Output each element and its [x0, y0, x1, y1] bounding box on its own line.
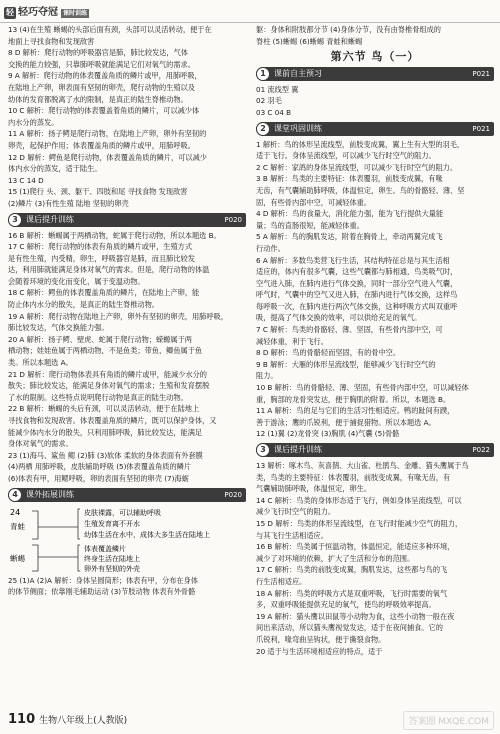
q25-block — [8, 575, 246, 598]
answer-line: 无齿，有气囊辅助肺呼吸，体温恒定，卵生。鸟的骨骼轻、薄、坚 — [256, 185, 465, 195]
answer-line: 11 A 解析：鸟的足与它们的生活习性相适应。鸭的趾间有蹼， — [256, 406, 455, 416]
header — [0, 0, 500, 23]
answer-line: 呼气时，气囊中的空气又进入肺，在肺内进行气体交换，这样鸟 — [256, 290, 458, 300]
section-number: 2 — [256, 122, 270, 136]
answer-line: 幼体的发育都脱离了水的限制，是真正的陆生脊椎动物。 — [8, 94, 188, 104]
section-number: 1 — [256, 67, 270, 81]
answer-line: 在陆地上产卵，卵表面有坚韧的卵壳，爬行动物的生殖以及 — [8, 82, 195, 92]
answer-line: 爪锐利，喙弯曲呈钩状，便于撕裂食物。 — [256, 634, 386, 644]
answer-line: 1 解析：鸟的体形呈流线型，前肢变成翼，翼上生有大型的羽毛， — [256, 139, 465, 149]
section-bar-title: 课后提升训练 — [274, 445, 322, 454]
answer-line: 14 C 解析：鸟类的身体形态适于飞行，例如身体呈流线型，可以 — [256, 495, 462, 505]
answer-line: 9 B 解析：大雁的体形呈流线型，能够减少飞行时空气的 — [256, 359, 436, 369]
answer-line: 25 (1)A (2)A 解析：身体呈圆筒形；体表有甲，分布在身体 — [8, 575, 198, 585]
left-intro-block — [8, 24, 246, 210]
q24-lizard-sub-bracket — [78, 545, 80, 571]
section-bar-title: 课外拓展训练 — [26, 489, 74, 499]
q24-frog-sub-bracket — [78, 509, 80, 539]
answer-line: 与其飞行生活相适应。 — [256, 530, 328, 540]
answer-line: 12 D 解析：鳄鱼是爬行动物，体表覆盖角质的鳞片，可以减少 — [8, 152, 207, 162]
answer-line: 散失；肺比较发达，能满足身体对氧气的需求；生殖和发育摆脱 — [8, 381, 210, 391]
section-bar-in-class — [256, 122, 494, 136]
section-page-ref: P021 — [472, 124, 490, 133]
answer-line: 8 D 解析：鸟的骨骼轻而坚固，有的骨中空。 — [256, 348, 401, 358]
answer-line: 气囊辅助肺呼吸，体温恒定，卵生。 — [256, 484, 372, 494]
answer-line: (2)鳞片 (3)有性生殖 陆地 坚韧的卵壳 — [8, 198, 129, 208]
left-mid-block — [8, 230, 246, 485]
answer-line: 减轻体重，利于飞行。 — [256, 336, 328, 346]
footer-text: 生物八年级上(人教版) — [39, 716, 128, 726]
answer-line: 4 D 解析：鸟的食量大，消化能力强，能为飞行提供大量能 — [256, 209, 444, 219]
answer-line: 18 C 解析：鳄鱼的体表覆盖角质的鳞片，在陆地上产卵，能 — [8, 288, 200, 298]
answer-line: 15 D 解析：鸟类的体形呈流线型，在飞行时能减少空气的阻力， — [256, 518, 463, 528]
answer-line: 空气进入肺，在肺内进行气体交换，同时一部分空气进入气囊， — [256, 278, 458, 288]
answer-line: 19 A 解析：爬行动物在陆地上产卵，卵外有坚韧的卵壳，用肺呼吸， — [8, 311, 228, 321]
answer-line: 16 B 解析：蜥蜴属于两栖动物，蛇属于爬行动物，所以本题选 B。 — [8, 230, 221, 240]
answer-line: 类，鸟类的主要特征：体表覆羽，前肢变成翼，有喙无齿，有 — [256, 472, 451, 482]
answer-line: 量；鸟的直肠很短，能减轻体重。 — [256, 220, 364, 230]
section-bar-extension — [8, 488, 246, 502]
section-bar-after-class — [8, 213, 246, 227]
answer-line: 6 A 解析：多数鸟类营飞行生活，其结构特征总是与其生活相 — [256, 255, 450, 265]
answer-line: 多，双重呼吸能提供充足的氧气，使鸟的呼吸效率提高。 — [256, 600, 436, 610]
answer-line: 2 C 解析：家鸽的身体呈流线型，可以减少飞行时空气的阻力。 — [256, 162, 458, 172]
answer-line: 15 (1)爬行 头、颈、躯干、四肢和尾 寻找食物 发现敌害 — [8, 187, 188, 197]
q24-number: 24 — [10, 507, 21, 517]
answer-line: 10 C 解析：爬行动物的体表覆盖着角质的鳞片，可以减少体 — [8, 106, 200, 116]
answer-line: 20 A 解析：扬子鳄、壁虎、蛇属于爬行动物；蝾螈属于两 — [8, 334, 192, 344]
answer-line: 10 B 解析：鸟的骨骼轻、薄、坚固，有些骨内部中空，可以减轻体 — [256, 383, 469, 393]
in-class-answers — [256, 139, 494, 440]
answer-line: 01 流线型 翼 — [256, 84, 299, 94]
answer-line: 行生活相适应。 — [256, 576, 307, 586]
right-intro-block — [256, 24, 494, 47]
q24-diagram — [8, 505, 246, 575]
answer-line: 了水的限制。这些特点说明爬行动物是真正的陆生动物。 — [8, 392, 188, 402]
section-page-ref: P020 — [224, 490, 242, 499]
answer-line: 寻找食物和发现敌害。体表覆盖角质的鳞片，既可以保护身体，又 — [8, 416, 217, 425]
section-bar-after-class-right — [256, 443, 494, 457]
q24-frog-bracket — [32, 511, 38, 539]
answer-line: 交换的能力较强，只靠肺呼吸就能满足它们对氧气的需求。 — [8, 59, 195, 69]
left-column — [8, 24, 246, 598]
answer-line: 13 C 14 D — [8, 175, 44, 185]
answer-line: 减少飞行时空气的阻力。 — [256, 507, 336, 517]
answer-line: 地面上寻找食物和发现敌害 — [8, 36, 95, 46]
answer-line: 身体对氧气的需求。 — [8, 439, 73, 449]
q24-frog-label: 青蛙 — [10, 521, 25, 531]
brand-name: 轻巧夺冠 — [18, 7, 58, 18]
answer-line: 7 C 解析：鸟类的骨骼轻、薄、坚固，有些骨内部中空，可 — [256, 325, 443, 335]
answer-line: 能减少体内水分的散失，只利用肺呼吸，肺比较发达，能满足 — [8, 427, 203, 437]
section-bar-title: 课后提升训练 — [26, 214, 74, 224]
section-page-ref: P021 — [472, 69, 490, 78]
answer-line: 栖动物；娃娃鱼属于两栖动物，不是鱼类；带鱼、鲫鱼属于鱼 — [8, 346, 203, 356]
right-column — [256, 24, 494, 657]
section-bar-title: 课堂巩固训练 — [274, 123, 322, 133]
answer-line: 9 A 解析：爬行动物的体表覆盖角质的鳞片或甲，用肺呼吸， — [8, 71, 202, 81]
answer-line: 行动作。 — [256, 243, 285, 253]
answer-line: 20 适于与生活环境相适应的特点，适于 — [256, 646, 383, 656]
section-number: 4 — [8, 488, 22, 502]
answer-line: 16 B 解析：鸟类属于恒温动物，体温恒定，能适应多种环境， — [256, 542, 455, 552]
preview-answers — [256, 84, 494, 119]
q24-frog-item: 幼体生活在水中，成体大多生活在陆地上 — [84, 530, 210, 539]
q24-lizard-item: 体表覆盖鳞片 — [84, 544, 126, 553]
answer-line: 减少了对环境的依赖，扩大了生活和分布的范围。 — [256, 553, 415, 563]
answer-line: 是有性生殖，内受精，卵生，呼吸器官是肺，而且肺比较发 — [8, 253, 195, 263]
answer-line: 的体节侧面；依靠刚毛辅助运动 (3)节肢动物 体表有外骨骼 — [8, 587, 196, 597]
answer-line: 善于游泳；鹰的爪锐利，便于捕捉猎物。所以本题选 A。 — [256, 417, 436, 427]
section-page-ref: P020 — [224, 215, 242, 224]
section-number: 3 — [256, 443, 270, 457]
answer-line: (4)两栖 用肺呼吸，皮肤辅助呼吸 (5)体表覆盖角质的鳞片 — [8, 462, 192, 472]
answer-line: 阻力。 — [256, 371, 278, 381]
answer-line: 5 A 解析：鸟的胸肌发达，附着在胸骨上，牵动两翼完成飞 — [256, 232, 443, 242]
answer-line: 防止体内水分的散失，是真正的陆生脊椎动物。 — [8, 300, 159, 310]
answer-line: 17 C 解析：鸟类的前肢变成翼，胸肌发达，这些都与鸟的飞 — [256, 565, 448, 575]
answer-line: 02 羽毛 — [256, 96, 282, 106]
answer-line: 13 (4)在生殖 蜥蜴的头部后面有颈，头部可以灵活转动，便于在 — [8, 25, 212, 34]
answer-line: 03 C 04 B — [256, 107, 292, 117]
q24-lizard-label: 蜥蜴 — [10, 553, 25, 563]
answer-line: 类。所以本题选 A。 — [8, 358, 73, 368]
answer-line: 体内水分的蒸发，适于陆生。 — [8, 164, 102, 174]
answer-line: 会随着环境的变化而变化，属于变温动物。 — [8, 276, 145, 286]
answer-line: (6)体表有甲，用鳃呼吸，卵的表面有坚韧的卵壳 (7)海蛎 — [8, 473, 189, 483]
answer-line: 内水分的蒸发。 — [8, 117, 59, 127]
q24-bracket-diagram — [8, 505, 246, 575]
brand-logo — [4, 3, 89, 19]
answer-line: 适于飞行。身体呈流线型，可以减少飞行时空气的阻力。 — [256, 151, 436, 161]
section-title: 第六节 鸟（一） — [330, 50, 420, 64]
answer-line: 18 A 解析：鸟类的呼吸方式是双重呼吸，飞行时需要的氧气 — [256, 588, 448, 598]
answer-line: 11 A 解析：扬子鳄是爬行动物，在陆地上产卵，卵外有坚韧的 — [8, 129, 207, 139]
page-footer — [8, 712, 127, 727]
answer-line: 吸，提高了气体交换的效率，可以供给充足的氧气。 — [256, 313, 422, 323]
q24-frog-item: 皮肤裸露，可以辅助呼吸 — [84, 508, 161, 517]
q24-lizard-item: 卵外有坚韧的外壳 — [84, 564, 140, 573]
answer-line: 卵壳，起保护作用；体表覆盖角质的鳞片或甲，用肺呼吸。 — [8, 140, 195, 150]
answer-line: 12 (1)翼 (2)龙骨突 (3)胸肌 (4)气囊 (5)骨骼 — [256, 429, 400, 439]
answer-line: 肺比较发达，气体交换能力强。 — [8, 323, 109, 333]
section-page-ref: P022 — [472, 446, 490, 454]
answer-line: 适应的，体内有很多气囊，这些气囊都与肺相通，鸟类吸气时， — [256, 267, 458, 277]
answer-line: 重，胸部的龙骨突发达，便于胸肌的附着。所以，本题选 B。 — [256, 394, 451, 404]
page-number: 110 — [8, 712, 36, 727]
q24-lizard-item: 终身生活在陆地上 — [84, 554, 140, 563]
q24-lizard-bracket — [32, 545, 38, 571]
answer-line: 达，利用肺就能满足身体对氧气的需求。但是，爬行动物的体温 — [8, 265, 210, 275]
answer-line: 脊柱 (5)蜥蜴 (6)蜥蜴 青蛙和蜥蜴 — [256, 36, 363, 46]
answer-line: 21 D 解析：爬行动物体表具有角质的鳞片或甲，能减少水分的 — [8, 369, 207, 379]
q24-frog-item: 生殖发育离不开水 — [84, 519, 140, 528]
after-class-answers — [256, 460, 494, 657]
watermark: 答案圈 MXQE.COM — [403, 711, 494, 730]
answer-line: 每呼吸一次，在肺内进行两次气体交换，这种呼吸方式叫双重呼 — [256, 301, 458, 311]
answer-line: 8 D 解析：爬行动物的呼吸器官是肺，肺比较发达，气体 — [8, 48, 188, 58]
answer-line: 23 (1)海马、鲨鱼 鳃 (2)肺 (3)软体 柔软的身体表面有外套膜 — [8, 450, 203, 460]
section-bar-title: 课前自主预习 — [274, 68, 322, 78]
brand-icon: 轻 — [6, 8, 14, 17]
answer-line: 固，有些骨内部中空，可减轻体重。 — [256, 197, 372, 207]
answer-line: 躯：身体和附肢都分节 (4)身体分节，没有由脊椎骨组成的 — [256, 25, 441, 34]
brand-tag: 课时训练 — [63, 10, 88, 17]
answer-line: 3 B 解析：鸟类的主要特征：体表覆羽，前肢变成翼，有喙 — [256, 174, 443, 184]
section-number: 3 — [8, 213, 22, 227]
answer-line: 间出来活动，所以猫头鹰视觉发达，适于在夜间捕食。它的 — [256, 623, 443, 633]
section-bar-preview — [256, 67, 494, 81]
answer-line: 22 B 解析：蜥蜴的头后有颈，可以灵活转动，便于在陆地上 — [8, 404, 200, 414]
answer-line: 17 C 解析：爬行动物的体表有角质的鳞片或甲，生殖方式 — [8, 242, 193, 252]
answer-line: 19 A 解析：猫头鹰以田鼠等小动物为食，这些小动物一般在夜 — [256, 611, 455, 621]
answer-line: 13 解析：啄木鸟、灰喜鹊、大山雀、杜鹃鸟、金雕、猫头鹰属于鸟 — [256, 461, 469, 470]
